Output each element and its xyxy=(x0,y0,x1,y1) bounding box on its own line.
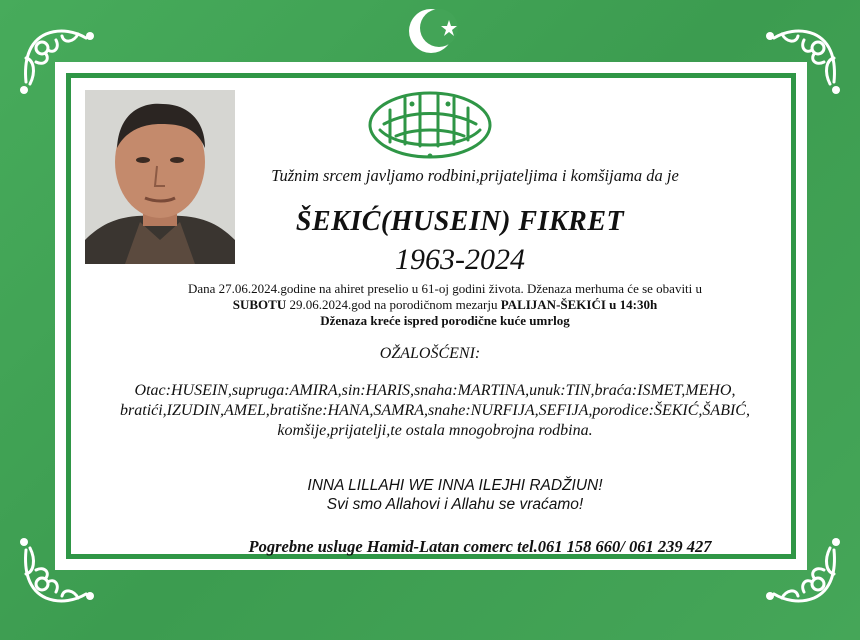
deceased-name: ŠEKIĆ(HUSEIN) FIKRET xyxy=(295,206,625,237)
funeral-time: u 14:30h xyxy=(605,297,658,312)
details-line-2 xyxy=(150,297,740,313)
prayer-line-arabic: INNA LILLAHI WE INNA ILEJHI RADŽIUN! xyxy=(307,477,603,494)
funeral-date-text: 29.06.2024.god na porodičnom mezarju xyxy=(286,297,501,312)
crescent-and-star-icon xyxy=(405,4,465,58)
funeral-services-contact: Pogrebne usluge Hamid-Latan comerc tel.061 158 660/ 061 239 427 xyxy=(248,537,712,556)
mourners-line: komšije,prijatelji,te ostala mnogobrojna rodbina. xyxy=(277,422,593,439)
intro-text: Tužnim srcem javljamo rodbini,prijateljima i komšijama da je xyxy=(271,166,679,185)
details-line-1: Dana 27.06.2024.godine na ahiret preselio u 61-oj godini života. Dženaza merhuma će se obaviti u xyxy=(187,281,703,296)
life-years: 1963-2024 xyxy=(395,243,525,276)
mourners-list xyxy=(105,381,765,441)
arabic-calligraphy-icon xyxy=(360,80,500,170)
funeral-day: SUBOTU xyxy=(232,297,287,312)
mourners-line: Otac:HUSEIN,supruga:AMIRA,sin:HARIS,snaha:MARTINA,unuk:TIN,braća:ISMET,MEHO, xyxy=(134,382,736,399)
funeral-place: PALIJAN-ŠEKIĆI xyxy=(500,297,606,312)
funeral-details xyxy=(150,281,740,329)
prayer-text xyxy=(250,476,660,514)
details-line-3: Dženaza kreće ispred porodične kuće umrlog xyxy=(320,313,570,328)
prayer-line-translation: Svi smo Allahovi i Allahu se vraćamo! xyxy=(326,496,584,513)
portrait-photo xyxy=(85,90,235,264)
mourners-line: bratići,IZUDIN,AMEL,bratišne:HANA,SAMRA,snahe:NURFIJA,SEFIJA,porodice:ŠEKIĆ,ŠABIĆ, xyxy=(120,402,750,419)
mourners-title: OŽALOŠĆENI: xyxy=(379,345,481,362)
